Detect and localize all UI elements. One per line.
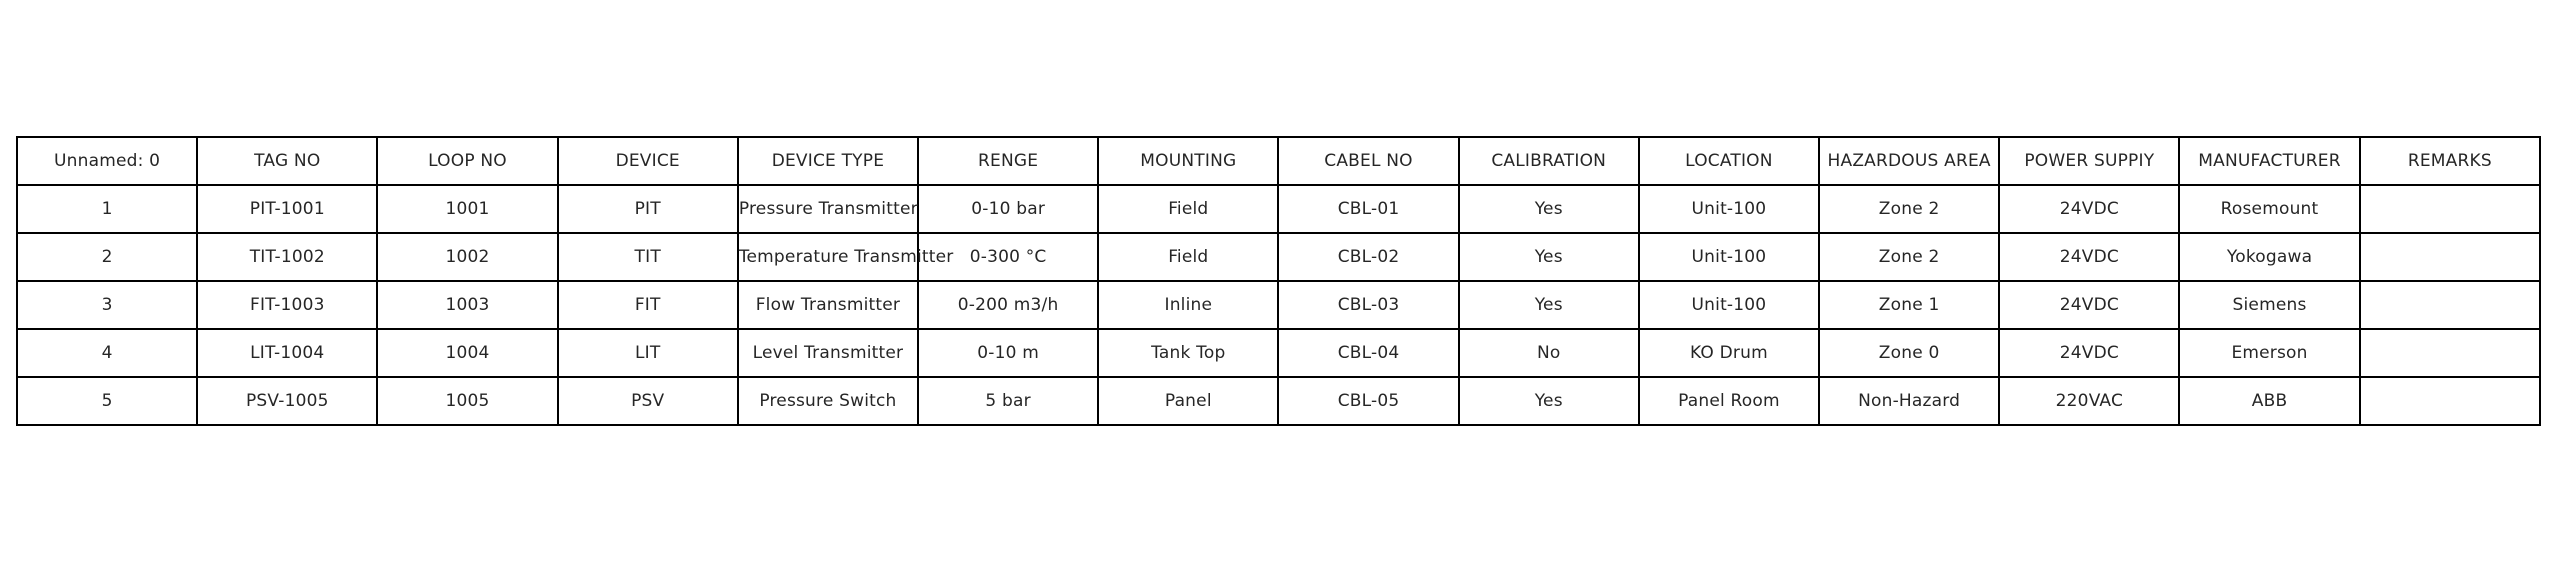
cell-value: 0-200 m3/h <box>957 295 1059 315</box>
column-header-renge <box>918 137 1098 185</box>
cell-value: 220VAC <box>2055 391 2124 411</box>
cell-calibration <box>1459 281 1639 329</box>
cell-value: Panel Room <box>1678 391 1780 411</box>
cell-tag-no <box>197 185 377 233</box>
cell-location <box>1639 329 1819 377</box>
cell-manufacturer <box>2179 329 2359 377</box>
cell-value: 5 <box>101 391 113 411</box>
cell-cabel-no <box>1278 329 1458 377</box>
cell-value: PIT-1001 <box>249 199 325 219</box>
cell-value: CBL-03 <box>1337 295 1400 315</box>
cell-cabel-no <box>1278 185 1458 233</box>
cell-value: KO Drum <box>1690 343 1768 363</box>
column-header-label: REMARKS <box>2407 151 2492 171</box>
column-header-label: DEVICE TYPE <box>771 151 885 171</box>
cell-value: Yokogawa <box>2226 247 2313 267</box>
cell-value: Yes <box>1534 199 1563 219</box>
cell-value: PIT <box>634 199 661 219</box>
column-header-loop-no <box>377 137 557 185</box>
column-header-label: MANUFACTURER <box>2198 151 2341 171</box>
cell-tag-no <box>197 281 377 329</box>
cell-value: No <box>1536 343 1561 363</box>
cell-manufacturer <box>2179 185 2359 233</box>
cell-value: 1002 <box>445 247 490 267</box>
column-header-calibration <box>1459 137 1639 185</box>
cell-value: Yes <box>1534 391 1563 411</box>
cell-value: Unit-100 <box>1691 295 1767 315</box>
column-header-mounting <box>1098 137 1278 185</box>
cell-value: 2 <box>101 247 113 267</box>
cell-unnamed-0 <box>17 233 197 281</box>
cell-value: Yes <box>1534 295 1563 315</box>
cell-loop-no <box>377 185 557 233</box>
cell-renge <box>918 281 1098 329</box>
cell-value: Level Transmitter <box>752 343 904 363</box>
column-header-label: CABEL NO <box>1324 151 1413 171</box>
cell-value: 1001 <box>445 199 490 219</box>
cell-value: 1004 <box>445 343 490 363</box>
cell-value: LIT-1004 <box>250 343 325 363</box>
cell-manufacturer <box>2179 377 2359 425</box>
column-header-label: CALIBRATION <box>1491 151 1607 171</box>
column-header-device-type <box>738 137 918 185</box>
column-header-label: HAZARDOUS AREA <box>1827 151 1991 171</box>
cell-value: CBL-04 <box>1337 343 1400 363</box>
column-header-label: Unnamed: 0 <box>54 151 161 171</box>
cell-tag-no <box>197 377 377 425</box>
cell-value: Zone 2 <box>1878 199 1940 219</box>
cell-value: Zone 1 <box>1878 295 1940 315</box>
cell-power-suppiy <box>1999 185 2179 233</box>
cell-value: 5 bar <box>985 391 1031 411</box>
column-header-manufacturer <box>2179 137 2359 185</box>
cell-unnamed-0 <box>17 377 197 425</box>
cell-tag-no <box>197 329 377 377</box>
cell-power-suppiy <box>1999 377 2179 425</box>
cell-value: Temperature Transmitter <box>738 247 954 267</box>
table-row <box>17 329 2540 377</box>
cell-renge <box>918 377 1098 425</box>
cell-power-suppiy <box>1999 281 2179 329</box>
cell-value: TIT-1002 <box>249 247 325 267</box>
column-header-label: MOUNTING <box>1140 151 1237 171</box>
cell-hazardous-area <box>1819 329 1999 377</box>
cell-calibration <box>1459 185 1639 233</box>
cell-hazardous-area <box>1819 185 1999 233</box>
cell-value: Unit-100 <box>1691 247 1767 267</box>
cell-value: Pressure Switch <box>759 391 897 411</box>
column-header-label: DEVICE <box>615 151 680 171</box>
cell-value: Yes <box>1534 247 1563 267</box>
cell-value: Inline <box>1164 295 1213 315</box>
cell-value: FIT-1003 <box>249 295 325 315</box>
column-header-label: LOCATION <box>1685 151 1773 171</box>
cell-hazardous-area <box>1819 281 1999 329</box>
cell-device-type <box>738 329 918 377</box>
cell-device <box>558 329 738 377</box>
cell-value: Panel <box>1164 391 1212 411</box>
cell-device <box>558 281 738 329</box>
column-header-label: LOOP NO <box>428 151 507 171</box>
cell-cabel-no <box>1278 281 1458 329</box>
table-header-row <box>17 137 2540 185</box>
cell-remarks <box>2360 281 2540 329</box>
cell-value: 24VDC <box>2059 247 2119 267</box>
table-row <box>17 377 2540 425</box>
cell-value: Pressure Transmitter <box>738 199 918 219</box>
cell-power-suppiy <box>1999 329 2179 377</box>
cell-value: CBL-02 <box>1337 247 1400 267</box>
cell-mounting <box>1098 233 1278 281</box>
cell-remarks <box>2360 377 2540 425</box>
table-row <box>17 185 2540 233</box>
cell-loop-no <box>377 233 557 281</box>
cell-value: Siemens <box>2232 295 2307 315</box>
column-header-power-suppiy <box>1999 137 2179 185</box>
cell-value: Tank Top <box>1151 343 1226 363</box>
cell-location <box>1639 185 1819 233</box>
column-header-device <box>558 137 738 185</box>
cell-manufacturer <box>2179 281 2359 329</box>
cell-value: Rosemount <box>2220 199 2319 219</box>
cell-remarks <box>2360 329 2540 377</box>
cell-value: 3 <box>101 295 113 315</box>
cell-value: FIT <box>634 295 661 315</box>
cell-location <box>1639 377 1819 425</box>
column-header-location <box>1639 137 1819 185</box>
cell-device-type <box>738 377 918 425</box>
cell-power-suppiy <box>1999 233 2179 281</box>
cell-mounting <box>1098 377 1278 425</box>
cell-location <box>1639 281 1819 329</box>
cell-manufacturer <box>2179 233 2359 281</box>
cell-value: Zone 2 <box>1878 247 1940 267</box>
cell-calibration <box>1459 329 1639 377</box>
column-header-label: RENGE <box>978 151 1039 171</box>
cell-remarks <box>2360 185 2540 233</box>
cell-location <box>1639 233 1819 281</box>
cell-device <box>558 185 738 233</box>
cell-device-type <box>738 281 918 329</box>
cell-value: 24VDC <box>2059 199 2119 219</box>
cell-loop-no <box>377 377 557 425</box>
column-header-cabel-no <box>1278 137 1458 185</box>
column-header-hazardous-area <box>1819 137 1999 185</box>
cell-remarks <box>2360 233 2540 281</box>
cell-value: CBL-01 <box>1337 199 1400 219</box>
cell-value: Non-Hazard <box>1858 391 1961 411</box>
cell-value: Field <box>1168 247 1209 267</box>
column-header-label: POWER SUPPIY <box>2024 151 2155 171</box>
cell-cabel-no <box>1278 377 1458 425</box>
cell-loop-no <box>377 329 557 377</box>
column-header-label: TAG NO <box>254 151 321 171</box>
cell-calibration <box>1459 233 1639 281</box>
cell-device-type <box>738 185 918 233</box>
cell-value: 1003 <box>445 295 490 315</box>
cell-device <box>558 233 738 281</box>
cell-value: ABB <box>2251 391 2288 411</box>
cell-value: PSV <box>631 391 665 411</box>
cell-unnamed-0 <box>17 281 197 329</box>
cell-value: CBL-05 <box>1337 391 1400 411</box>
cell-value: Unit-100 <box>1691 199 1767 219</box>
cell-value: Field <box>1168 199 1209 219</box>
table-body <box>17 137 2540 425</box>
cell-device <box>558 377 738 425</box>
cell-unnamed-0 <box>17 329 197 377</box>
cell-value: 4 <box>101 343 113 363</box>
instrument-index-table <box>16 136 2541 426</box>
cell-mounting <box>1098 329 1278 377</box>
column-header-tag-no <box>197 137 377 185</box>
cell-value: 0-10 bar <box>971 199 1046 219</box>
cell-value: TIT <box>634 247 661 267</box>
cell-value: LIT <box>634 343 661 363</box>
cell-renge <box>918 185 1098 233</box>
cell-cabel-no <box>1278 233 1458 281</box>
cell-mounting <box>1098 185 1278 233</box>
column-header-unnamed-0 <box>17 137 197 185</box>
cell-unnamed-0 <box>17 185 197 233</box>
cell-value: 1005 <box>445 391 490 411</box>
cell-mounting <box>1098 281 1278 329</box>
cell-value: 24VDC <box>2059 295 2119 315</box>
cell-calibration <box>1459 377 1639 425</box>
cell-tag-no <box>197 233 377 281</box>
table-row <box>17 233 2540 281</box>
cell-device-type <box>738 233 954 281</box>
cell-value: 0-300 °C <box>969 247 1047 267</box>
cell-value: 1 <box>101 199 113 219</box>
cell-value: 0-10 m <box>977 343 1039 363</box>
cell-hazardous-area <box>1819 377 1999 425</box>
cell-value: Flow Transmitter <box>755 295 901 315</box>
cell-hazardous-area <box>1819 233 1999 281</box>
cell-renge <box>918 329 1098 377</box>
cell-value: Zone 0 <box>1878 343 1940 363</box>
column-header-remarks <box>2360 137 2540 185</box>
cell-loop-no <box>377 281 557 329</box>
cell-value: PSV-1005 <box>245 391 329 411</box>
cell-value: 24VDC <box>2059 343 2119 363</box>
cell-value: Emerson <box>2231 343 2308 363</box>
table-row <box>17 281 2540 329</box>
